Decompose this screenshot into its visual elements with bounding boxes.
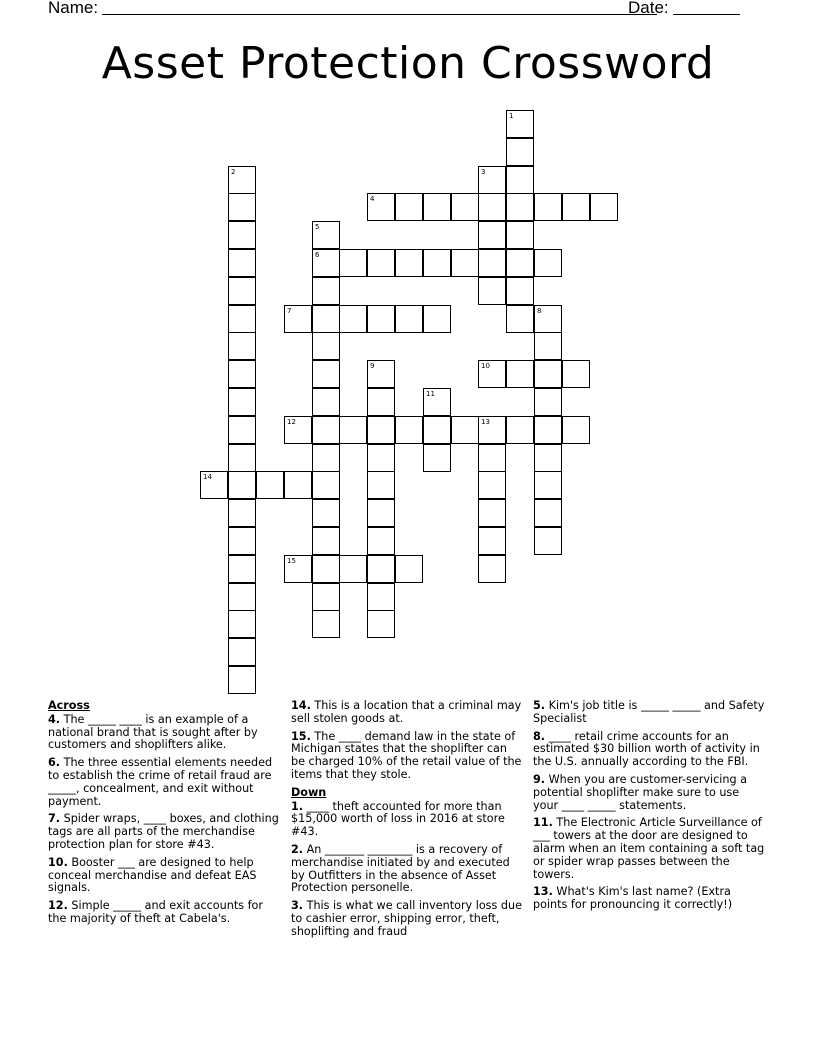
grid-cell[interactable] [534,444,562,472]
across-clue: 15. The ____ demand law in the state of Michigan states that the shoplifter can be charged 10% of the retail value of the items that they stole. [291,729,522,781]
grid-cell[interactable] [312,471,340,499]
grid-cell[interactable] [367,444,395,472]
grid-cell[interactable] [534,332,562,360]
across-clue: 6. The three essential elements needed to establish the crime of retail fraud are _____, concealment, and exit without payment. [48,756,273,808]
grid-cell[interactable] [312,249,340,277]
grid-cell[interactable] [312,444,340,472]
grid-cell[interactable] [228,444,256,472]
grid-cell[interactable] [562,416,590,444]
grid-cell[interactable] [534,388,562,416]
date-label: Date: [628,0,669,17]
grid-cell[interactable] [534,416,562,444]
grid-cell[interactable] [478,527,506,555]
grid-cell[interactable] [423,388,451,416]
grid-cell[interactable] [228,666,256,694]
grid-cell[interactable] [228,527,256,555]
grid-cell[interactable] [312,527,340,555]
grid-cell[interactable] [312,360,340,388]
grid-cell[interactable] [339,305,367,333]
grid-cell[interactable] [367,555,395,583]
grid-cell[interactable] [451,193,479,221]
grid-cell[interactable] [506,138,534,166]
down-clue: 8. ____ retail crime accounts for an estimated $30 billion worth of activity in the U.S. annually according to the FBI. [533,729,760,769]
grid-cell[interactable] [562,360,590,388]
grid-cell[interactable] [423,416,451,444]
grid-cell[interactable] [478,471,506,499]
grid-cell[interactable] [228,583,256,611]
grid-cell[interactable] [228,166,256,194]
grid-cell[interactable] [228,499,256,527]
grid-cell[interactable] [423,249,451,277]
grid-cell[interactable] [228,555,256,583]
grid-cell[interactable] [506,249,534,277]
grid-cell[interactable] [228,193,256,221]
down-clue: 2. An _______ ________ is a recovery of merchandise initiated by and executed by Outfitters in the absence of Asset Protection personelle. [291,842,510,895]
grid-cell[interactable] [367,193,395,221]
grid-cell[interactable] [534,249,562,277]
down-clue: 5. Kim's job title is _____ _____ and Safety Specialist [533,699,765,725]
grid-cell[interactable] [423,444,451,472]
grid-cell[interactable] [395,555,423,583]
grid-cell[interactable] [228,638,256,666]
clue-number: 13 [481,418,490,426]
grid-cell[interactable] [451,416,479,444]
grid-cell[interactable] [478,499,506,527]
grid-cell[interactable] [228,221,256,249]
grid-cell[interactable] [339,555,367,583]
grid-cell[interactable] [478,277,506,305]
grid-cell[interactable] [478,555,506,583]
grid-cell[interactable] [506,110,534,138]
grid-cell[interactable] [423,305,451,333]
clue-number: 8 [537,307,542,315]
grid-cell[interactable] [228,305,256,333]
grid-cell[interactable] [312,555,340,583]
grid-cell[interactable] [367,610,395,638]
grid-cell[interactable] [367,416,395,444]
grid-cell[interactable] [228,416,256,444]
clue-number: 7 [287,307,292,315]
grid-cell[interactable] [478,249,506,277]
clue-number: 15 [287,557,296,565]
grid-cell[interactable] [478,360,506,388]
grid-cell[interactable] [228,471,256,499]
grid-cell[interactable] [395,249,423,277]
grid-cell[interactable] [367,527,395,555]
grid-cell[interactable] [395,305,423,333]
grid-cell[interactable] [534,360,562,388]
clue-number: 5 [315,223,320,231]
grid-cell[interactable] [506,221,534,249]
grid-cell[interactable] [312,277,340,305]
grid-cell[interactable] [228,610,256,638]
grid-cell[interactable] [590,193,618,221]
across-clue: 7. Spider wraps, ____ boxes, and clothing tags are all parts of the merchandise protection plan for store #43. [48,812,279,851]
grid-cell[interactable] [312,499,340,527]
clue-column-1 [48,700,280,931]
grid-cell[interactable] [506,416,534,444]
across-clue: 10. Booster ___ are designed to help conceal merchandise and defeat EAS signals. [48,855,257,895]
grid-cell[interactable] [478,444,506,472]
grid-cell[interactable] [534,305,562,333]
grid-cell[interactable] [312,416,340,444]
grid-cell[interactable] [284,471,312,499]
across-clue: 14. This is a location that a criminal may sell stolen goods at. [291,699,522,725]
grid-cell[interactable] [478,416,506,444]
grid-cell[interactable] [562,193,590,221]
grid-cell[interactable] [228,332,256,360]
grid-cell[interactable] [506,305,534,333]
down-clue: 1. ____ theft accounted for more than $15,000 worth of loss in 2016 at store #43. [291,799,505,839]
grid-cell[interactable] [312,305,340,333]
grid-cell[interactable] [312,221,340,249]
grid-cell[interactable] [228,249,256,277]
down-heading: Down [291,785,327,799]
clue-number: 6 [315,251,320,259]
grid-cell[interactable] [256,471,284,499]
grid-cell[interactable] [367,360,395,388]
clue-number: 11 [426,390,435,398]
grid-cell[interactable] [506,166,534,194]
grid-cell[interactable] [534,527,562,555]
down-clue: 11. The Electronic Article Surveillance of ___ towers at the door are designed to alarm when an item containing a soft tag or spider wrap passes between the towers. [533,816,765,881]
grid-cell[interactable] [284,305,312,333]
grid-cell[interactable] [506,277,534,305]
down-clue: 9. When you are customer-servicing a potential shoplifter make sure to use your ____ _____ statements. [533,772,747,812]
grid-cell[interactable] [284,555,312,583]
across-clue: 12. Simple _____ and exit accounts for the majority of theft at Cabela's. [48,899,263,925]
clue-column-3 [533,700,765,917]
grid-cell[interactable] [534,499,562,527]
clue-number: 2 [231,168,236,176]
clue-number: 1 [509,112,514,120]
grid-cell[interactable] [312,332,340,360]
grid-cell[interactable] [312,388,340,416]
grid-cell[interactable] [339,249,367,277]
clue-number: 10 [481,362,490,370]
grid-cell[interactable] [534,193,562,221]
clue-number: 9 [370,362,375,370]
grid-cell[interactable] [228,360,256,388]
name-label: Name: [48,0,99,17]
grid-cell[interactable] [478,221,506,249]
grid-cell[interactable] [200,471,228,499]
grid-cell[interactable] [478,193,506,221]
grid-cell[interactable] [367,499,395,527]
grid-cell[interactable] [367,388,395,416]
grid-cell[interactable] [367,471,395,499]
grid-cell[interactable] [423,193,451,221]
grid-cell[interactable] [312,610,340,638]
grid-cell[interactable] [506,360,534,388]
grid-cell[interactable] [395,416,423,444]
grid-cell[interactable] [478,166,506,194]
across-heading: Across [48,699,90,712]
grid-cell[interactable] [228,277,256,305]
grid-cell[interactable] [367,249,395,277]
clue-number: 12 [287,418,296,426]
grid-cell[interactable] [284,416,312,444]
clue-number: 14 [203,473,212,481]
grid-cell[interactable] [395,193,423,221]
across-clue: 4. The _____ ____ is an example of a national brand that is sought after by customers and shoplifters alike. [48,712,258,752]
grid-cell[interactable] [451,249,479,277]
grid-cell[interactable] [228,388,256,416]
down-clue: 3. This is what we call inventory loss due to cashier error, shipping error, theft, shoplifting and fraud [291,899,522,938]
grid-cell[interactable] [534,471,562,499]
clue-column-2 [291,700,523,944]
grid-cell[interactable] [506,193,534,221]
grid-cell[interactable] [367,583,395,611]
clue-number: 4 [370,195,375,203]
grid-cell[interactable] [339,416,367,444]
down-clue: 13. What's Kim's last name? (Extra points for pronouncing it correctly!) [533,885,733,912]
grid-cell[interactable] [367,305,395,333]
page-title: Asset Protection Crossword [101,38,715,89]
clue-number: 3 [481,168,486,176]
grid-cell[interactable] [312,583,340,611]
